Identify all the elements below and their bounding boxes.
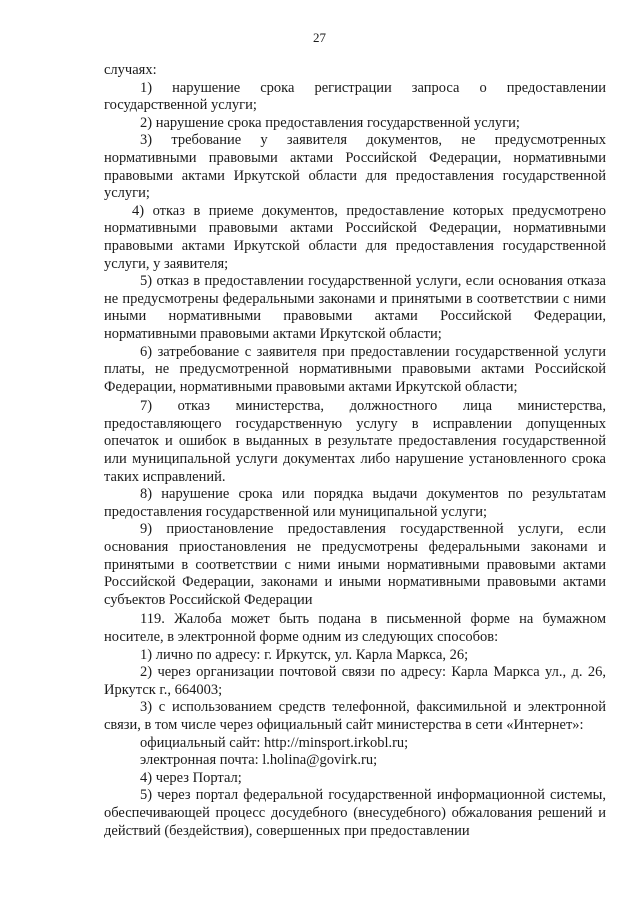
paragraph: 1) лично по адресу: г. Иркутск, ул. Карла Маркса, 26;: [140, 646, 469, 663]
paragraph: 119. Жалоба может быть подана в письменной форме на бумажном носителе, в электронной форме одним из следующих способов:: [104, 611, 606, 645]
paragraph: электронная почта: l.holina@govirk.ru;: [140, 752, 378, 769]
paragraph: 4) отказ в приеме документов, предоставление которых предусмотрено нормативными правовыми актами Российской Федерации, нормативными правовыми актами Иркутской области для предоставления государственной услуги, у заявителя;: [104, 202, 606, 272]
paragraph: 4) через Портал;: [140, 769, 242, 786]
document-body: [104, 62, 606, 840]
paragraph: 5) отказ в предоставлении государственной услуги, если основания отказа не предусмотрены федеральными законами и принятыми в соответствии с ними иными нормативными правовыми актами Российской Федерации, нормативными правовыми актами Иркутской области;: [104, 273, 606, 342]
paragraph: 3) с использованием средств телефонной, факсимильной и электронной связи, в том числе через официальный сайт министерства в сети «Интернет»:: [104, 699, 606, 733]
paragraph: случаях:: [104, 62, 157, 78]
paragraph: 1) нарушение срока регистрации запроса о предоставлении государственной услуги;: [104, 79, 606, 114]
paragraph: 6) затребование с заявителя при предоставлении государственной услуги платы, не предусмотренной нормативными правовыми актами Российской Федерации, нормативными правовыми актами Иркутской области;: [104, 343, 606, 395]
page-number: 27: [313, 30, 326, 45]
paragraph: 5) через портал федеральной государственной информационной системы, обеспечивающей процесс досудебного (внесудебного) обжалования решений и действий (бездействия), совершенных при предоставлении: [104, 787, 606, 839]
paragraph: официальный сайт: http://minsport.irkobl.ru;: [140, 734, 409, 751]
paragraph: 7) отказ министерства, должностного лица министерства, предоставляющего государственную услугу в исправлении допущенных опечаток и ошибок в выданных в результате предоставления государственной или муниципальной услуги документах либо нарушение установленного срока таких исправлений.: [104, 398, 606, 485]
paragraph: 8) нарушение срока или порядка выдачи документов по результатам предоставления государственной или муниципальной услуги;: [104, 486, 606, 520]
paragraph: 9) приостановление предоставления государственной услуги, если основания приостановления не предусмотрены федеральными законами и принятыми в соответствии с ними иными нормативными правовыми актами Российской Федерации, законами и иными нормативными правовыми актами субъектов Российской Федерации: [104, 521, 606, 608]
paragraph: 2) нарушение срока предоставления государственной услуги;: [140, 114, 520, 131]
paragraph: 3) требование у заявителя документов, не предусмотренных нормативными правовыми актами Российской Федерации, нормативными правовыми актами Иркутской области для предоставления государственной услуги;: [104, 132, 606, 202]
paragraph: 2) через организации почтовой связи по адресу: Карла Маркса ул., д. 26, Иркутск г., 664003;: [104, 664, 606, 698]
